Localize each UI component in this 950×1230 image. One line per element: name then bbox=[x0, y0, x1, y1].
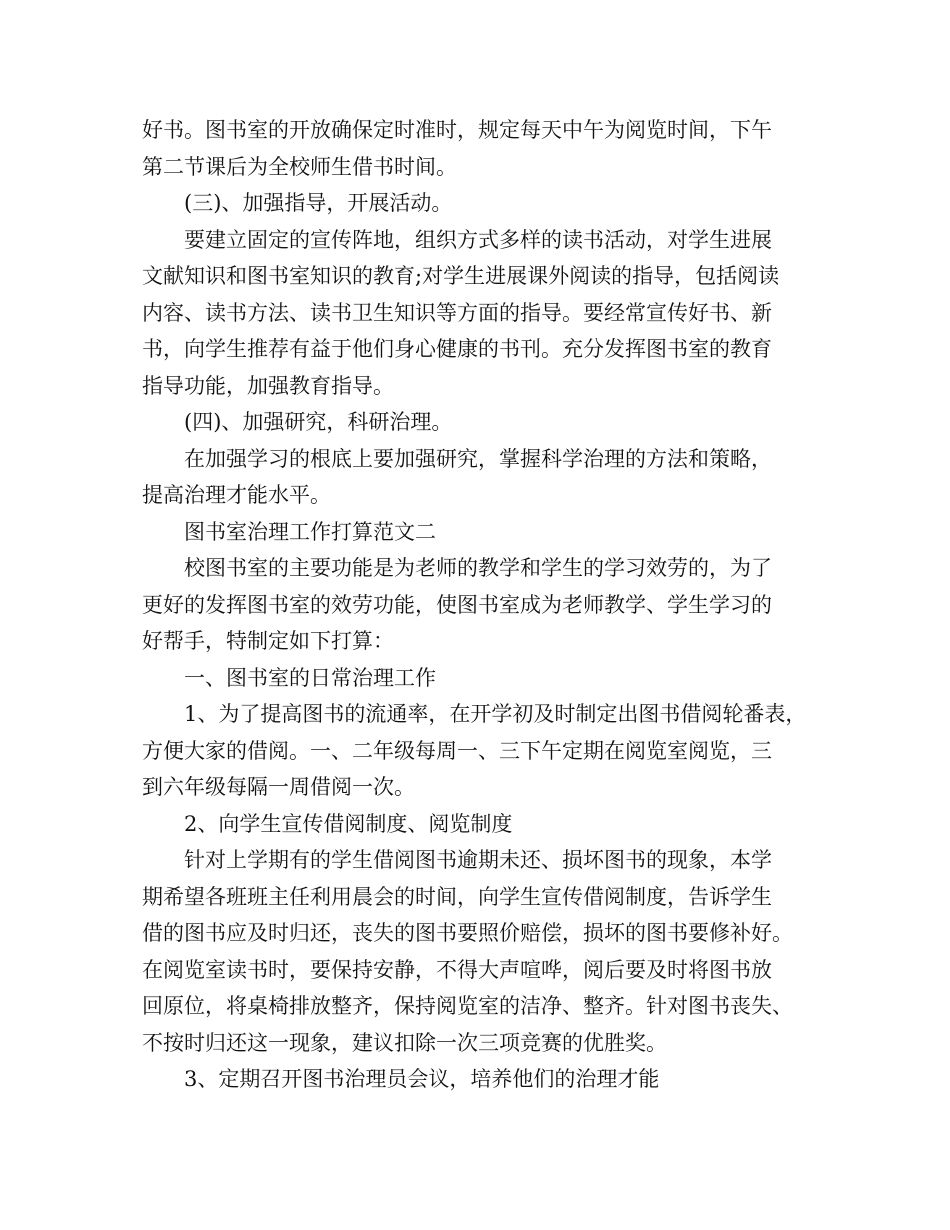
section-heading: (四)、加强研究，科研治理。 bbox=[184, 410, 453, 434]
text-line: 借的图书应及时归还，丧失的图书要照价赔偿，损坏的图书要修补好。 bbox=[142, 921, 793, 945]
text-line: 期希望各班班主任利用晨会的时间，向学生宣传借阅制度，告诉学生 bbox=[142, 884, 772, 909]
text-line: 在阅览室读书时，要保持安静，不得大声喧哗，阅后要及时将图书放 bbox=[142, 957, 772, 982]
text-line: 针对上学期有的学生借阅图书逾期未还、损坏图书的现象，本学 bbox=[184, 848, 772, 872]
text-line: 要建立固定的宣传阵地，组织方式多样的读书活动，对学生进展 bbox=[184, 227, 772, 252]
text-line: 到六年级每隔一周借阅一次。 bbox=[142, 775, 415, 799]
text-line: 书，向学生推荐有益于他们身心健康的书刊。充分发挥图书室的教育 bbox=[142, 337, 772, 361]
text-line: 第二节课后为全校师生借书时间。 bbox=[142, 154, 457, 179]
body-text bbox=[142, 112, 832, 1098]
text-line: 更好的发挥图书室的效劳功能，使图书室成为老师教学、学生学习的 bbox=[142, 592, 772, 617]
section-heading: 2、向学生宣传借阅制度、阅览制度 bbox=[184, 811, 513, 836]
text-line: 校图书室的主要功能是为老师的教学和学生的学习效劳的，为了 bbox=[184, 556, 772, 580]
text-line: 方便大家的借阅。一、二年级每周一、三下午定期在阅览室阅览，三 bbox=[142, 738, 772, 763]
document-subtitle: 图书室治理工作打算范文二 bbox=[184, 519, 436, 544]
text-line: 不按时归还这一现象，建议扣除一次三项竞赛的优胜奖。 bbox=[142, 1030, 667, 1055]
text-line: 好书。图书室的开放确保定时准时，规定每天中午为阅览时间，下午 bbox=[142, 118, 772, 142]
text-line: 好帮手，特制定如下打算： bbox=[142, 629, 394, 653]
text-line: 1、为了提高图书的流通率，在开学初及时制定出图书借阅轮番表， bbox=[184, 702, 807, 726]
section-heading: 3、定期召开图书治理员会议，培养他们的治理才能 bbox=[184, 1067, 660, 1091]
text-line: 指导功能，加强教育指导。 bbox=[142, 373, 394, 398]
section-heading: 一、图书室的日常治理工作 bbox=[184, 665, 436, 690]
text-line: 内容、读书方法、读书卫生知识等方面的指导。要经常宣传好书、新 bbox=[142, 300, 772, 325]
text-line: 提高治理才能水平。 bbox=[142, 483, 331, 507]
text-line: 回原位，将桌椅排放整齐，保持阅览室的洁净、整齐。针对图书丧失、 bbox=[142, 994, 793, 1018]
text-line: 在加强学习的根底上要加强研究，掌握科学治理的方法和策略， bbox=[184, 446, 772, 471]
text-line: 文献知识和图书室知识的教育;对学生进展课外阅读的指导，包括阅读 bbox=[142, 264, 780, 288]
section-heading: (三)、加强指导，开展活动。 bbox=[184, 191, 453, 215]
